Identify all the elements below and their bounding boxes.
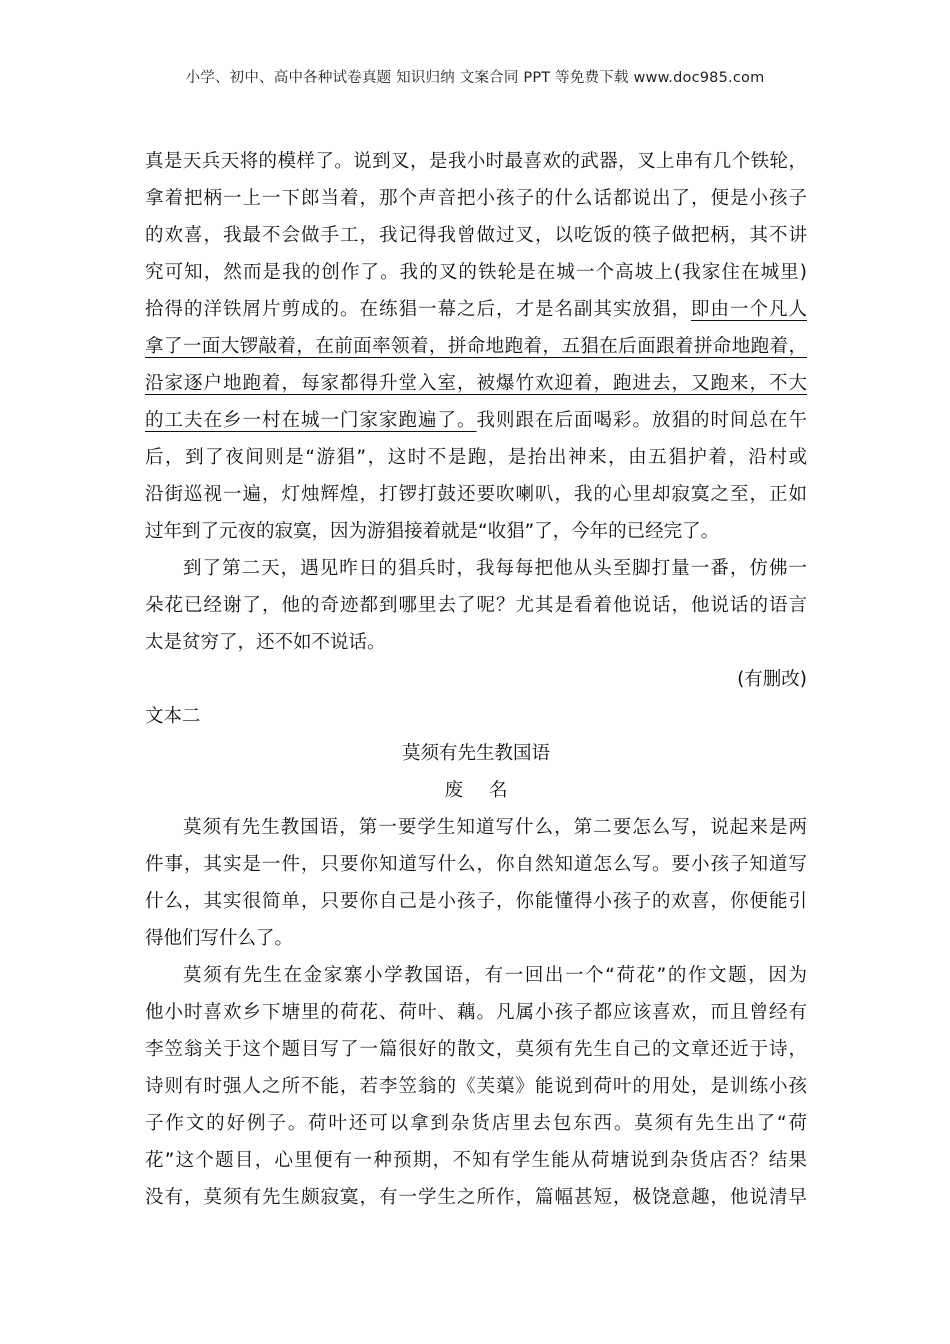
text-line: 朵花已经谢了，他的奇迹都到哪里去了呢？尤其是看着他说话，他说话的语言 xyxy=(145,595,807,616)
text-line: 太是贫穷了，还不如不说话。 xyxy=(145,632,386,653)
text-line: 后，到了夜间则是“游猖”，这时不是跑，是抬出神来，由五猖护着，沿村或 xyxy=(145,447,807,468)
text-line: 拿着把柄一上一下郎当着，那个声音把小孩子的什么话都说出了，便是小孩子 xyxy=(145,188,807,209)
paragraph-first-line: 莫须有先生教国语，第一要学生知道写什么，第二要怎么写，说起来是两 xyxy=(183,817,807,838)
document-body xyxy=(145,143,807,1216)
underlined-line: 沿家逐户地跑着，每家都得升堂入室，被爆竹欢迎着，跑进去，又跑来，不大 xyxy=(145,373,807,394)
text-line: 诗则有时强人之所不能，若李笠翁的《芙蕖》能说到荷叶的用处，是训练小孩 xyxy=(145,1076,807,1097)
plain-text: 拾得的洋铁屑片剪成的。在练猖一幕之后，才是名副其实放猖， xyxy=(145,299,691,320)
underlined-text: 即由一个凡人 xyxy=(690,299,807,320)
text-line: 的欢喜，我最不会做手工，我记得我曾做过叉，以吃饭的筷子做把柄，其不讲 xyxy=(145,225,807,246)
underlined-text: 的工夫在乡一村在城一门家家跑遍了。 xyxy=(145,410,477,431)
text-line: 他小时喜欢乡下塘里的荷花、荷叶、藕。凡属小孩子都应该喜欢，而且曾经有 xyxy=(145,1002,807,1023)
underlined-line: 拿了一面大锣敲着，在前面率领着，拼命地跑着，五猖在后面跟着拼命地跑着， xyxy=(145,336,807,357)
section-label: 文本二 xyxy=(145,706,201,727)
text-line: 究可知，然而是我的创作了。我的叉的铁轮是在城一个高坡上(我家住在城里) xyxy=(145,262,807,283)
article-author: 废名 xyxy=(444,780,534,801)
text-line: 过年到了元夜的寂寞，因为游猖接着就是“收猖”了，今年的已经完了。 xyxy=(145,521,720,542)
article-title: 莫须有先生教国语 xyxy=(401,743,550,764)
paragraph-first-line: 到了第二天，遇见昨日的猖兵时，我每每把他从头至脚打量一番，仿佛一 xyxy=(183,558,807,579)
text-line xyxy=(145,402,807,439)
text-line: 没有，莫须有先生颇寂寞，有一学生之所作，篇幅甚短，极饶意趣，他说清早 xyxy=(145,1187,807,1208)
text-line: 沿街巡视一遍，灯烛辉煌，打锣打鼓还要吹喇叭，我的心里却寂寞之至，正如 xyxy=(145,484,807,505)
paragraph-first-line: 莫须有先生在金家寨小学教国语，有一回出一个“荷花”的作文题，因为 xyxy=(183,965,807,986)
text-line: 真是天兵天将的模样了。说到叉，是我小时最喜欢的武器，叉上串有几个铁轮， xyxy=(145,151,807,172)
text-line xyxy=(145,291,807,328)
text-line: 什么，其实很简单，只要你自己是小孩子，你能懂得小孩子的欢喜，你便能引 xyxy=(145,891,807,912)
plain-text: 我则跟在后面喝彩。放猖的时间总在午 xyxy=(476,410,807,431)
page-header: 小学、初中、高中各种试卷真题 知识归纳 文案合同 PPT 等免费下载 www.doc985.com xyxy=(185,70,765,86)
text-line: 得他们写什么了。 xyxy=(145,928,294,949)
source-note: (有删改) xyxy=(737,669,807,690)
text-line: 花”这个题目，心里便有一种预期，不知有学生能从荷塘说到杂货店否？结果 xyxy=(145,1150,807,1171)
text-line: 子作文的好例子。荷叶还可以拿到杂货店里去包东西。莫须有先生出了“荷 xyxy=(145,1113,807,1134)
text-line: 李笠翁关于这个题目写了一篇很好的散文，莫须有先生自己的文章还近于诗， xyxy=(145,1039,807,1060)
text-line: 件事，其实是一件，只要你知道写什么，你自然知道怎么写。要小孩子知道写 xyxy=(145,854,807,875)
